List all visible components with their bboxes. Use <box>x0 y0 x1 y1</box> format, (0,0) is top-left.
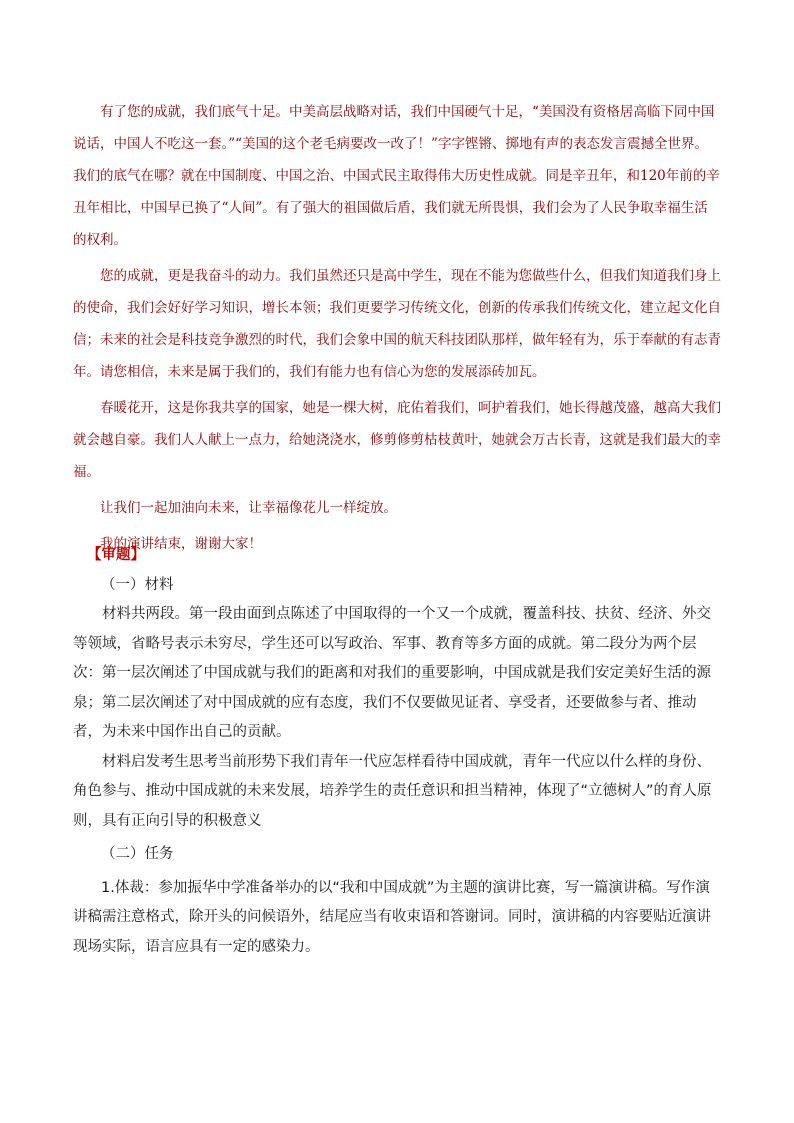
essay-paragraph: 让我们一起加油向未来，让幸福像花儿一样绽放。 <box>100 500 397 516</box>
analysis-section <box>73 541 721 962</box>
material-paragraph: 材料共两段。第一段由面到点陈述了中国取得的一个又一个成就，覆盖科技、扶贫、经济、外交等领域，省略号表示未穷尽，学生还可以写政治、军事、教育等多方面的成就。第二段分为两个层次：第一层次阐述了中国成就与我们的距离和对我们的重要影响，中国成就是我们安定美好生活的源泉；第二层次阐述了对中国成就的应有态度，我们不仅要做见证者、享受者，还要做参与者、推动者，为未来中国作出自己的贡献。 <box>73 606 711 740</box>
task-item: 1.体裁：参加振华中学准备举办的以“我和中国成就”为主题的演讲比赛，写一篇演讲稿。写作演讲稿需注意格式，除开头的问候语外，结尾应当有收束语和答谢词。同时，演讲稿的内容要贴近演讲现场实际，语言应具有一定的感染力。 <box>73 879 711 955</box>
essay-paragraph: 您的成就，更是我奋斗的动力。我们虽然还只是高中学生，现在不能为您做些什么，但我们知道我们身上的使命，我们会好好学习知识，增长本领；我们更要学习传统文化，创新的传承我们传统文化，建立起文化自信；未来的社会是科技竞争激烈的时代，我们会象中国的航天科技团队那样，做年轻有为，乐于奉献的有志青年。请您相信，未来是属于我们的，我们有能力也有信心为您的发展添砖加瓦。 <box>73 268 721 380</box>
essay-paragraph: 春暖花开，这是你我共享的国家，她是一棵大树，庇佑着我们，呵护着我们，她长得越茂盛，越高大我们就会越自豪。我们人人献上一点力，给她浇浇水，修剪修剪枯枝黄叶，她就会万古长青，这就是我们最大的幸福。 <box>73 400 721 480</box>
material-subheading: （一）材料 <box>101 576 174 593</box>
material-paragraph: 材料启发考生思考当前形势下我们青年一代应怎样看待中国成就，青年一代应以什么样的身份、角色参与、推动中国成就的未来发展，培养学生的责任意识和担当精神，体现了“立德树人”的育人原则，具有正向引导的积极意义 <box>73 753 712 829</box>
essay-closing: 我的演讲结束，谢谢大家！ <box>100 536 262 552</box>
analysis-heading: 【审题】 <box>87 547 145 563</box>
task-subheading: （二）任务 <box>101 846 174 862</box>
essay-section <box>73 96 721 560</box>
essay-paragraph: 有了您的成就，我们底气十足。中美高层战略对话，我们中国硬气十足，“美国没有资格居高临下同中国说话，中国人不吃这一套。”“美国的这个老毛病要改一改了！”字字铿锵、掷地有声的表态发言震撼全世界。我们的底气在哪？就在中国制度、中国之治、中国式民主取得伟大历史性成就。同是辛丑年，和120年前的辛丑年相比，中国早已换了“人间”。有了强大的祖国做后盾，我们就无所畏惧，我们会为了人民争取幸福生活的权利。 <box>73 104 720 248</box>
